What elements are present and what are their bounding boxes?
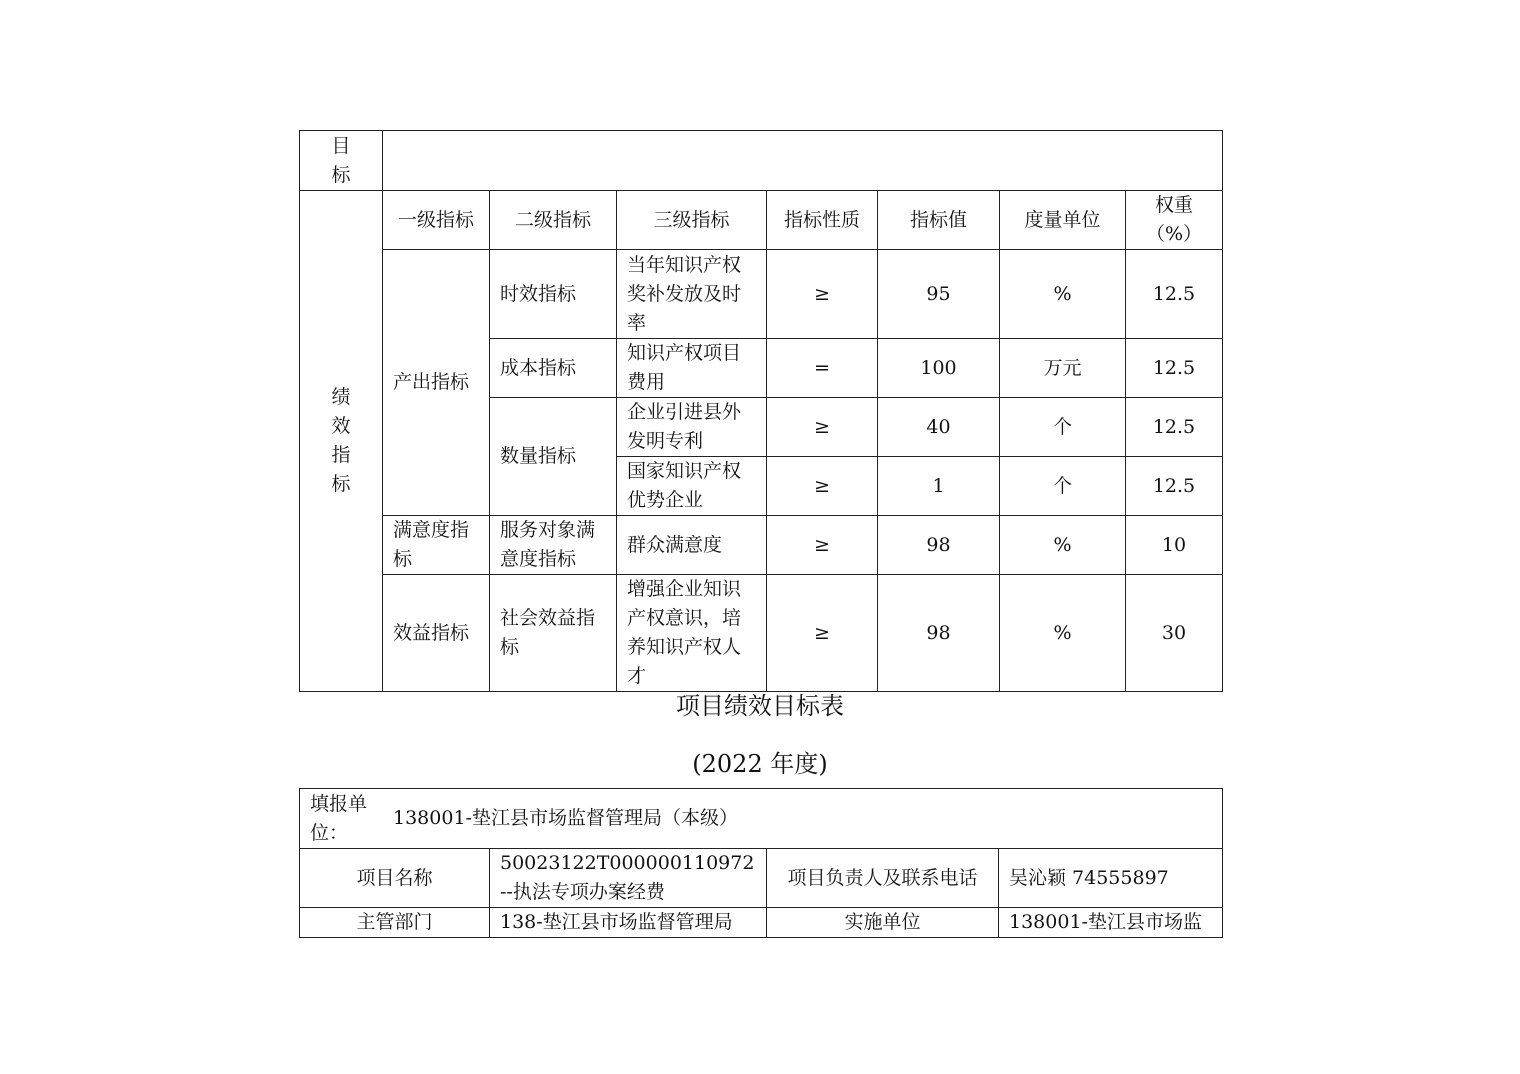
level2-cost: 成本指标 — [490, 339, 617, 398]
value-cell: 1 — [878, 457, 1000, 516]
level2-service-satisfaction: 服务对象满意度指标 — [490, 516, 617, 575]
perf-label-char: 标 — [331, 473, 351, 495]
page-subtitle: (2022 年度) — [692, 750, 828, 778]
goal-content-cell — [383, 131, 1223, 191]
header-level2: 二级指标 — [490, 191, 617, 250]
level2-social-benefit: 社会效益指标 — [490, 575, 617, 692]
nature-cell: ≥ — [767, 516, 878, 575]
value-cell: 40 — [878, 398, 1000, 457]
unit-cell: % — [1000, 250, 1126, 339]
level3-cell: 知识产权项目费用 — [617, 339, 767, 398]
value-cell: 100 — [878, 339, 1000, 398]
level1-satisfaction: 满意度指标 — [383, 516, 490, 575]
perf-label-char: 绩 — [331, 386, 351, 408]
responsible-value: 吴沁颖 74555897 — [999, 849, 1223, 908]
level1-output: 产出指标 — [383, 250, 490, 516]
dept-value: 138-垫江县市场监督管理局 — [490, 908, 767, 938]
nature-cell: ≥ — [767, 575, 878, 692]
header-level1: 一级指标 — [383, 191, 490, 250]
level3-cell: 企业引进县外发明专利 — [617, 398, 767, 457]
unit-cell: % — [1000, 516, 1126, 575]
project-info-table — [299, 788, 1223, 938]
goal-label-cell — [300, 131, 383, 191]
weight-cell: 12.5 — [1126, 250, 1223, 339]
level3-cell: 国家知识产权优势企业 — [617, 457, 767, 516]
perf-label-char: 效 — [331, 415, 351, 437]
responsible-label: 项目负责人及联系电话 — [767, 849, 999, 908]
filler-cell — [300, 789, 1223, 849]
filler-value: 138001-垫江县市场监督管理局（本级） — [393, 807, 738, 829]
project-name-value: 50023122T000000110972--执法专项办案经费 — [490, 849, 767, 908]
page-title: 项目绩效目标表 — [676, 692, 844, 720]
level3-cell: 当年知识产权奖补发放及时率 — [617, 250, 767, 339]
level2-quantity: 数量指标 — [490, 398, 617, 516]
nature-cell: ≥ — [767, 457, 878, 516]
value-cell: 95 — [878, 250, 1000, 339]
project-name-label: 项目名称 — [300, 849, 490, 908]
perf-label-char: 指 — [331, 444, 351, 466]
weight-cell: 30 — [1126, 575, 1223, 692]
level1-benefit: 效益指标 — [383, 575, 490, 692]
unit-cell: 个 — [1000, 398, 1126, 457]
header-value: 指标值 — [878, 191, 1000, 250]
header-unit: 度量单位 — [1000, 191, 1126, 250]
nature-cell: ≥ — [767, 250, 878, 339]
impl-label: 实施单位 — [767, 908, 999, 938]
impl-value: 138001-垫江县市场监 — [999, 908, 1223, 938]
nature-cell: ≥ — [767, 398, 878, 457]
perf-indicator-label-cell — [300, 191, 383, 692]
unit-cell: % — [1000, 575, 1126, 692]
nature-cell: = — [767, 339, 878, 398]
level3-cell: 增强企业知识产权意识，培养知识产权人才 — [617, 575, 767, 692]
weight-cell: 12.5 — [1126, 339, 1223, 398]
unit-cell: 万元 — [1000, 339, 1126, 398]
header-nature: 指标性质 — [767, 191, 878, 250]
value-cell: 98 — [878, 575, 1000, 692]
performance-indicator-table — [299, 130, 1223, 692]
header-weight: 权重（%） — [1126, 191, 1223, 250]
weight-cell: 12.5 — [1126, 457, 1223, 516]
level3-cell: 群众满意度 — [617, 516, 767, 575]
level2-timeliness: 时效指标 — [490, 250, 617, 339]
goal-label-char: 标 — [331, 163, 351, 186]
dept-label: 主管部门 — [300, 908, 490, 938]
weight-cell: 10 — [1126, 516, 1223, 575]
filler-label: 填报单位： — [310, 792, 368, 844]
unit-cell: 个 — [1000, 457, 1126, 516]
value-cell: 98 — [878, 516, 1000, 575]
weight-cell: 12.5 — [1126, 398, 1223, 457]
header-level3: 三级指标 — [617, 191, 767, 250]
goal-label-char: 目 — [331, 134, 351, 157]
